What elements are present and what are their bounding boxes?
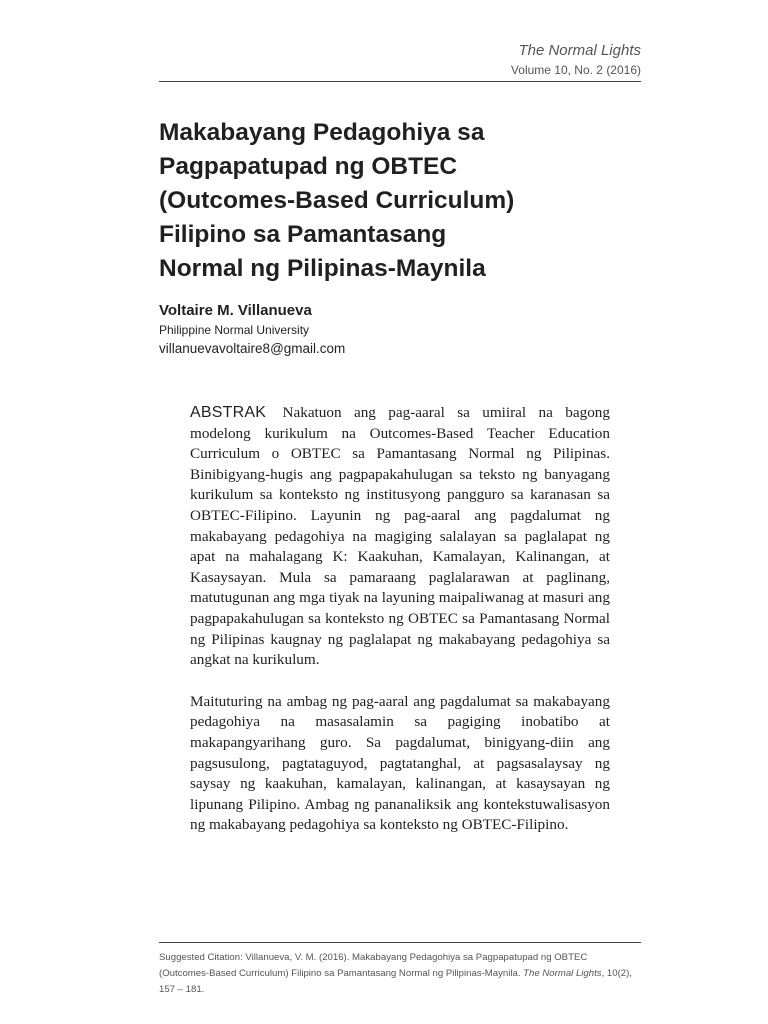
citation-prefix: Suggested Citation: Villanueva, V. M. (2016). Makabayang Pedagohiya sa Pagpapatupad ng OBTEC (Outcomes-Based Curriculum) Filipino sa Pamantasang Normal ng Pilipinas-Maynila.: [159, 952, 588, 979]
paper-title: [159, 116, 629, 286]
title-line: Pagpapatupad ng OBTEC: [159, 153, 458, 180]
abstract-paragraph-2: Maituturing na ambag ng pag-aaral ang pagdalumat sa makabayang pedagohiya na masasalamin sa pagiging inobatibo at makapangyarihang guro. Sa pagdalumat, binigyang-diin ang pagsusulong, pagtataguyod, pagtatanghal, at pagsasalaysay ng saysay ng kaakuhan, kamalayan, kalinangan, at kasaysayan ng lipunang Pilipino. Ambag ng pananaliksik ang kontekstuwalisasyon ng makabayang pedagohiya sa konteksto ng OBTEC-Filipino.: [190, 692, 610, 834]
footer-divider: [159, 942, 641, 943]
title-line: Filipino sa Pamantasang: [159, 221, 447, 248]
citation-journal: The Normal Lights: [523, 968, 602, 979]
author-affiliation: Philippine Normal University: [159, 323, 310, 337]
title-line: Normal ng Pilipinas-Maynila: [159, 255, 486, 282]
author-block: [159, 301, 345, 358]
abstract: [190, 403, 610, 836]
running-header: [511, 42, 641, 78]
header-divider: [159, 81, 641, 82]
citation-suffix: , 10(2), 157 – 181.: [159, 968, 632, 995]
author-email: villanuevavoltaire8@gmail.com: [159, 341, 346, 356]
author-name: Voltaire M. Villanueva: [159, 302, 312, 319]
abstract-label: ABSTRAK: [190, 404, 267, 421]
abstract-paragraph-1: [190, 403, 610, 671]
journal-name: The Normal Lights: [518, 42, 641, 59]
journal-volume: Volume 10, No. 2 (2016): [510, 63, 641, 77]
suggested-citation: [159, 950, 639, 998]
title-line: (Outcomes-Based Curriculum): [159, 187, 515, 214]
title-line: Makabayang Pedagohiya sa: [159, 119, 485, 146]
abstract-paragraph-1-text: Nakatuon ang pag-aaral sa umiiral na bagong modelong kurikulum na Outcomes-Based Teacher Education Curriculum o OBTEC sa Pamantasang Normal ng Pilipinas. Binibigyang-hugis ang pagpapakahulugan sa teksto ng banyagang kurikulum sa konteksto ng institusyong pangguro sa karanasan sa OBTEC-Filipino. Layunin ng pag-aaral ang pagdalumat ng makabayang pedagohiya na magiging salalayan sa paglalapat ng apat na mahalagang K: Kaakuhan, Kamalayan, Kalinangan, at Kasaysayan. Mula sa pamaraang paglalarawan at paglinang, matutugunan ang mga tiyak na layuning maipaliwanag at masuri ang pagpapakahulugan sa konteksto ng OBTEC sa Pamantasang Normal ng Pilipinas kaugnay ng paglalapat ng makabayang pedagohiya sa angkat na kurikulum.: [190, 404, 610, 669]
